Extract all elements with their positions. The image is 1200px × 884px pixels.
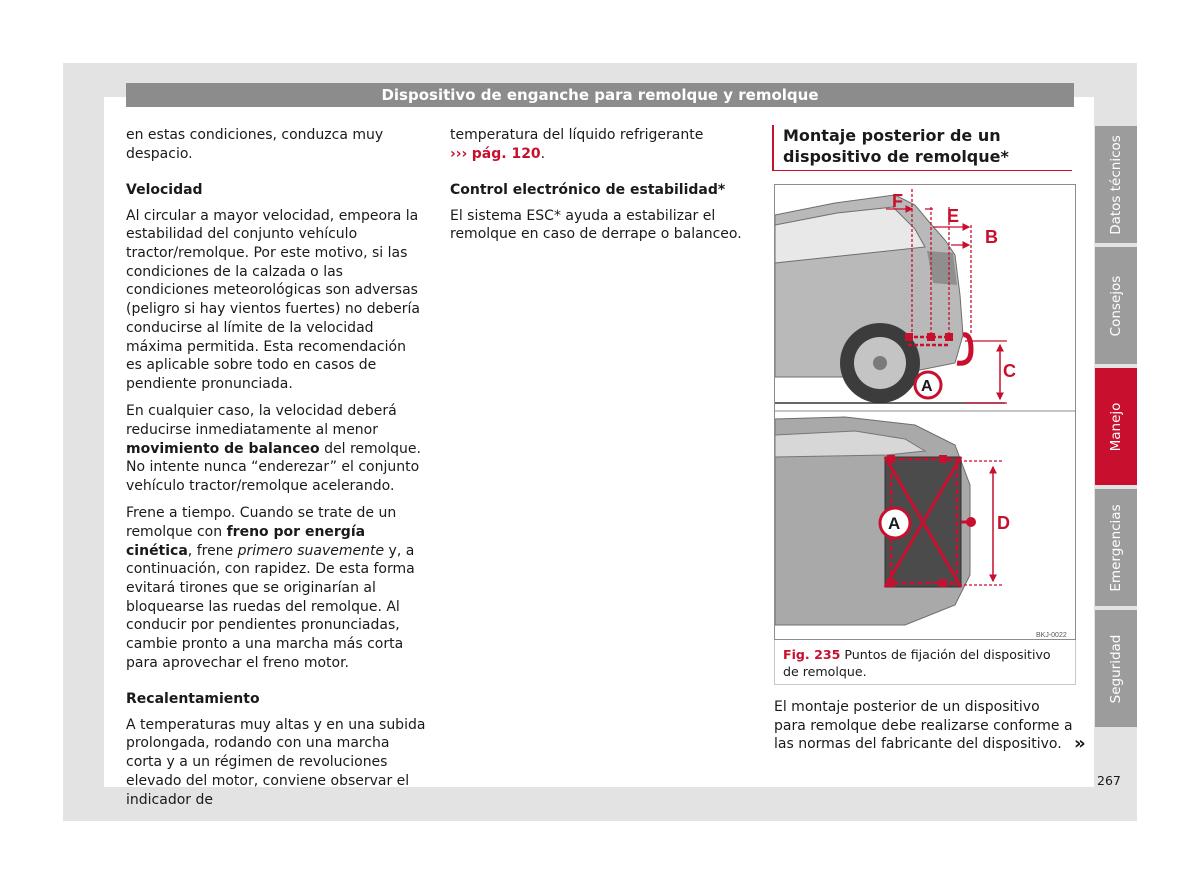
page-ref-arrow: ››› bbox=[450, 145, 468, 162]
tab-emergencias[interactable]: Emergencias bbox=[1095, 489, 1137, 606]
figure-code: BKJ-0022 bbox=[1036, 632, 1067, 639]
heading-control: Control electrónico de estabilidad* bbox=[450, 181, 726, 198]
label-f: F bbox=[892, 191, 903, 211]
section-title: Montaje posterior de un dispositivo de remolque* bbox=[772, 125, 1072, 171]
label-c: C bbox=[1003, 361, 1016, 381]
tab-datos-tecnicos[interactable]: Datos técnicos bbox=[1095, 126, 1137, 243]
paragraph-frene: Frene a tiempo. Cuando se trate de un remolque con freno por energía cinética, frene primero suavemente y, a continuación, con rapidez. De esta forma evitará tirones que se originarían al bloquearse las ruedas del remolque. Al conducir por pendientes pronunciadas, cambie pronto a una marcha más corta para aprovechar el freno motor. bbox=[126, 505, 415, 671]
column-middle bbox=[450, 126, 750, 253]
chapter-header: Dispositivo de enganche para remolque y remolque bbox=[126, 83, 1074, 107]
page-ref-link[interactable]: pág. 120 bbox=[471, 145, 541, 162]
tab-consejos[interactable]: Consejos bbox=[1095, 247, 1137, 364]
paragraph-velocidad: Al circular a mayor velocidad, empeora la estabilidad del conjunto vehículo tractor/remolque. Por este motivo, si las condiciones de la calzada o las condiciones meteorológicas son adversas (peligro si hay vientos fuertes) no debería conducirse al límite de la velocidad máxima permitida. Esta recomendación es aplicable sobre todo en casos de pendiente pronunciada. bbox=[126, 207, 420, 392]
figure-label: Fig. 235 bbox=[783, 647, 841, 662]
paragraph-control: El sistema ESC* ayuda a estabilizar el remolque en caso de derrape o balanceo. bbox=[450, 207, 742, 243]
label-a-top: A bbox=[888, 514, 901, 533]
tab-manejo[interactable]: Manejo bbox=[1095, 368, 1137, 485]
paragraph-intro: en estas condiciones, conduzca muy despacio. bbox=[126, 127, 384, 162]
continued-marker: » bbox=[1074, 733, 1086, 754]
figure-235 bbox=[774, 184, 1076, 640]
column-left bbox=[126, 126, 426, 818]
label-e: E bbox=[947, 206, 960, 226]
label-b: B bbox=[985, 227, 998, 247]
label-d: D bbox=[997, 513, 1010, 533]
page-number: 267 bbox=[1097, 773, 1121, 788]
heading-recalentamiento: Recalentamiento bbox=[126, 690, 260, 707]
tab-seguridad[interactable]: Seguridad bbox=[1095, 610, 1137, 727]
paragraph-caso: En cualquier caso, la velocidad deberá reducirse inmediatamente al menor movimiento de balanceo del remolque. No intente nunca “enderezar” el conjunto vehículo tractor/remolque acelerando. bbox=[126, 403, 421, 494]
paragraph-recalentamiento: A temperaturas muy altas y en una subida prolongada, rodando con una marcha corta y a un régimen de revoluciones elevado del motor, conviene observar el indicador de bbox=[126, 716, 426, 808]
label-a-side: A bbox=[921, 378, 933, 395]
caption-text: Puntos de fijación del dispositivo de remolque. bbox=[783, 647, 1051, 679]
figure-caption bbox=[774, 640, 1076, 685]
heading-velocidad: Velocidad bbox=[126, 181, 203, 198]
paragraph-temperatura: temperatura del líquido refrigerante ››› pág. 120. bbox=[450, 127, 704, 162]
tow-hitch-diagram bbox=[775, 185, 1075, 639]
paragraph-montaje: El montaje posterior de un dispositivo para remolque debe realizarse conforme a las normas del fabricante del dispositivo. bbox=[774, 699, 1073, 752]
